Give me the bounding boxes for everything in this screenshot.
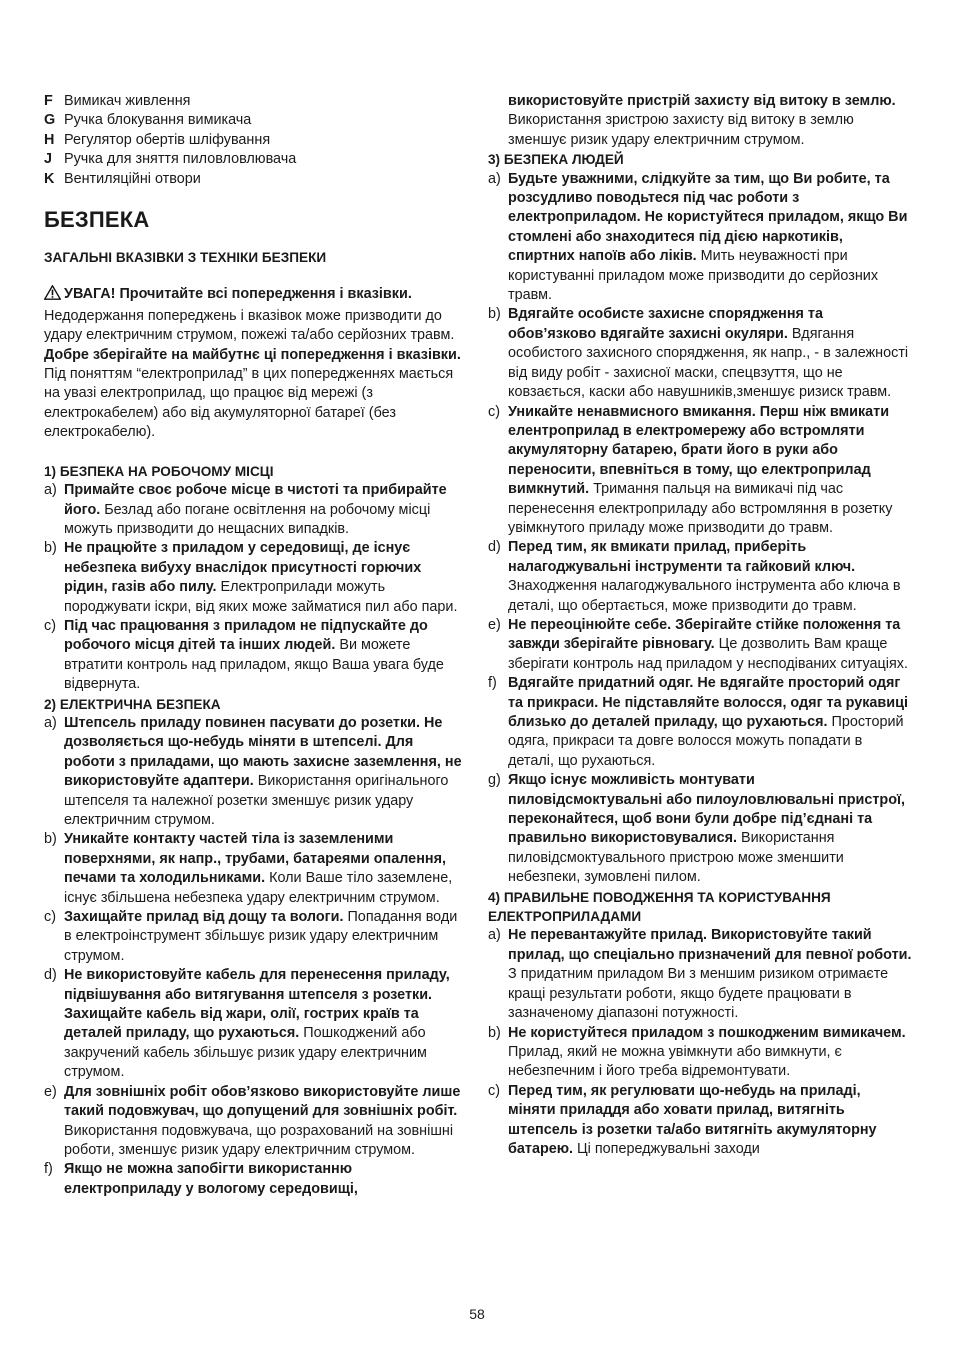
list-item: d) Перед тим, як вмикати прилад, приберіть налагоджувальні інструменти та гайковий ключ. Знаходження налагоджувального інструмента або ключа в деталі, що обертається, може призводити до травм. <box>488 539 901 614</box>
list-item: b) Уникайте контакту частей тіла із заземленими поверхнями, як напр., трубами, батареями опалення, печами та холодильниками. Коли Ваше тіло заземлене, існує збільшена небезпека удару електричним струмом. <box>44 831 453 906</box>
list-item: c) Під час працювання з приладом не підпускайте до робочого місця дітей та інших людей. Ви можете втратити контроль над приладом, якщо Ваша увага буде відвернута. <box>44 617 444 693</box>
legend-item: H Регулятор обертів шліфування <box>44 131 271 148</box>
list-item: e) Для зовнішніх робіт обов’язково використовуйте лише такий подовжувач, що допущений для зовнішніх робіт. Використання подовжувача, що розрахований на зовнішні роботи, зменшує ризик удару електричним струмом. <box>44 1083 461 1158</box>
left-column <box>44 92 468 1199</box>
subheading: ЗАГАЛЬНІ ВКАЗІВКИ З ТЕХНІКИ БЕЗПЕКИ <box>44 250 327 266</box>
list-item: b) Не користуйтеся приладом з пошкодженим вимикачем. Прилад, який не можна увімкнути або вимкнути, є небезпечним і його треба відремонтувати. <box>488 1024 906 1080</box>
section-title: 4) ПРАВИЛЬНЕ ПОВОДЖЕННЯ ТА КОРИСТУВАННЯ ЕЛЕКТРОПРИЛАДАМИ <box>488 889 831 925</box>
list-item: a) Штепсель приладу повинен пасувати до розетки. Не дозволяється що-небудь міняти в штепселі. Для роботи з приладами, що мають захисне заземлення, не використовуйте адаптери. Використання оригінального штепселя та належної розетки зменшує ризик удару електричним струмом. <box>44 714 462 828</box>
warning-paragraph: УВАГА! Прочитайте всі попередження і вказівки. Недодержання попереджень і вказівок може призводити до удару електричним струмом, пожежі та/або серйозних травм. Добре зберігайте на майбутнє ці попередження і вказівки. Під поняттям “електроприлад” в цих попередженнях мається на увазі електроприлад, що працює від мережі (з електрокабелем) або від акумуляторної батареї (без електрокабелю). <box>44 286 461 441</box>
list-item-continuation: використовуйте пристрій захисту від витоку в землю. Використання зристрою захисту від витоку в землю зменшує ризик удару електричним струмом. <box>508 93 896 148</box>
section-title: 3) БЕЗПЕКА ЛЮДЕЙ <box>488 152 624 168</box>
list-item: c) Уникайте ненавмисного вмикання. Перш ніж вмикати елентроприлад в електромережу або встромляти акумуляторну батарею, брати його в руки або переносити, впевніться в тому, що електроприлад вимкнутий. Тримання пальця на вимикачі під час перенесення електроприладу або встромляння в розетку увімкнутого приладу може призводити до травм. <box>488 403 893 536</box>
legend-item: J Ручка для зняття пиловловлювача <box>44 151 297 168</box>
section-heading: БЕЗПЕКА <box>44 207 150 233</box>
list-item: e) Не переоцінюйте себе. Зберігайте стійке положення та завжди зберігайте рівновагу. Це дозволить Вам краще зберігати контроль над приладом у несподіваних ситуаціях. <box>488 616 908 672</box>
component-legend <box>44 92 468 189</box>
legend-item: F Вимикач живлення <box>44 93 191 109</box>
page-number: 58 <box>469 1306 485 1322</box>
list-item: b) Вдягайте особисте захисне спорядження та обов’язково вдягайте захисні окуляри. Вдягання особистого захисного спорядження, як напр., - в залежності від виду робіт - захисної маски, спецвзуття, що не ковзається, каски або навушників,зменшує ризиск травм. <box>488 306 909 401</box>
list-item: c) Перед тим, як регулювати що-небудь на приладі, міняти приладдя або ховати прилад, витягніть штепсель із розетки та/або витягніть акумуляторну батарею. Ці попереджувальні заходи <box>488 1082 877 1157</box>
list-item: a) Будьте уважними, слідкуйте за тим, що Ви робите, та розсудливо поводьтеся під час роботи з електроприладом. Не користуйтеся приладом, якщо Ви стомлені або знаходитеся під дією наркотиків, спиртних напоїв або ліків. Мить неуважності при користуванні приладом може призводити до серйозних травм. <box>488 170 908 304</box>
legend-item: G Ручка блокування вимикача <box>44 112 252 129</box>
legend-item: K Вентиляційні отвори <box>44 170 201 187</box>
list-item: b) Не працюйте з приладом у середовищі, де існує небезпека вибуху внаслідок присутності горючих рідин, газів або пилу. Електроприлади можуть породжувати іскри, від яких може займатися пил або пари. <box>44 540 458 615</box>
list-item: a) Примайте своє робоче місце в чистоті та прибирайте його. Безлад або погане освітлення на робочому місці можуть призводити до нещасних випадків. <box>44 482 447 537</box>
section-title: 2) ЕЛЕКТРИЧНА БЕЗПЕКА <box>44 696 221 712</box>
list-item: a) Не перевантажуйте прилад. Використовуйте такий прилад, що спеціально призначений для певної роботи. З придатним приладом Ви з меншим ризиком отримаєте кращі результати роботи, якщо будете працювати в зазначеному діапазоні потужності. <box>488 927 912 1022</box>
list-item: g) Якщо існує можливість монтувати пиловідсмоктувальні або пилоуловлювальні пристрої, переконайтеся, щоб вони були добре під’єднані та правильно використовувалися. Використання пиловідсмоктувального пристрою може зменшити небезпеки, зумовлені пилом. <box>488 772 906 886</box>
list-item: f) Якщо не можна запобігти використанню електроприладу у вологому середовищі, <box>44 1161 358 1197</box>
right-column <box>488 92 912 1159</box>
warning-triangle-icon <box>44 285 61 306</box>
list-item: c) Захищайте прилад від дощу та вологи. Попадання води в електроінструмент збільшує ризик удару електричним струмом. <box>44 909 458 964</box>
list-item: d) Не використовуйте кабель для перенесення приладу, підвішування або витягування штепселя з розетки. Захищайте кабель від жари, олії, гострих країв та деталей приладу, що рухаються. Пошкоджений або закручений кабель збільшує ризик удару електричним струмом. <box>44 967 450 1081</box>
list-item: f) Вдягайте придатний одяг. Не вдягайте просторий одяг та прикраси. Не підставляйте волосся, одяг та рукавиці близько до деталей приладу, що рухаються. Просторий одяга, прикраси та довге волосся можуть попадати в деталі, що рухаються. <box>488 675 908 769</box>
section-title: 1) БЕЗПЕКА НА РОБОЧОМУ МІСЦІ <box>44 463 274 479</box>
